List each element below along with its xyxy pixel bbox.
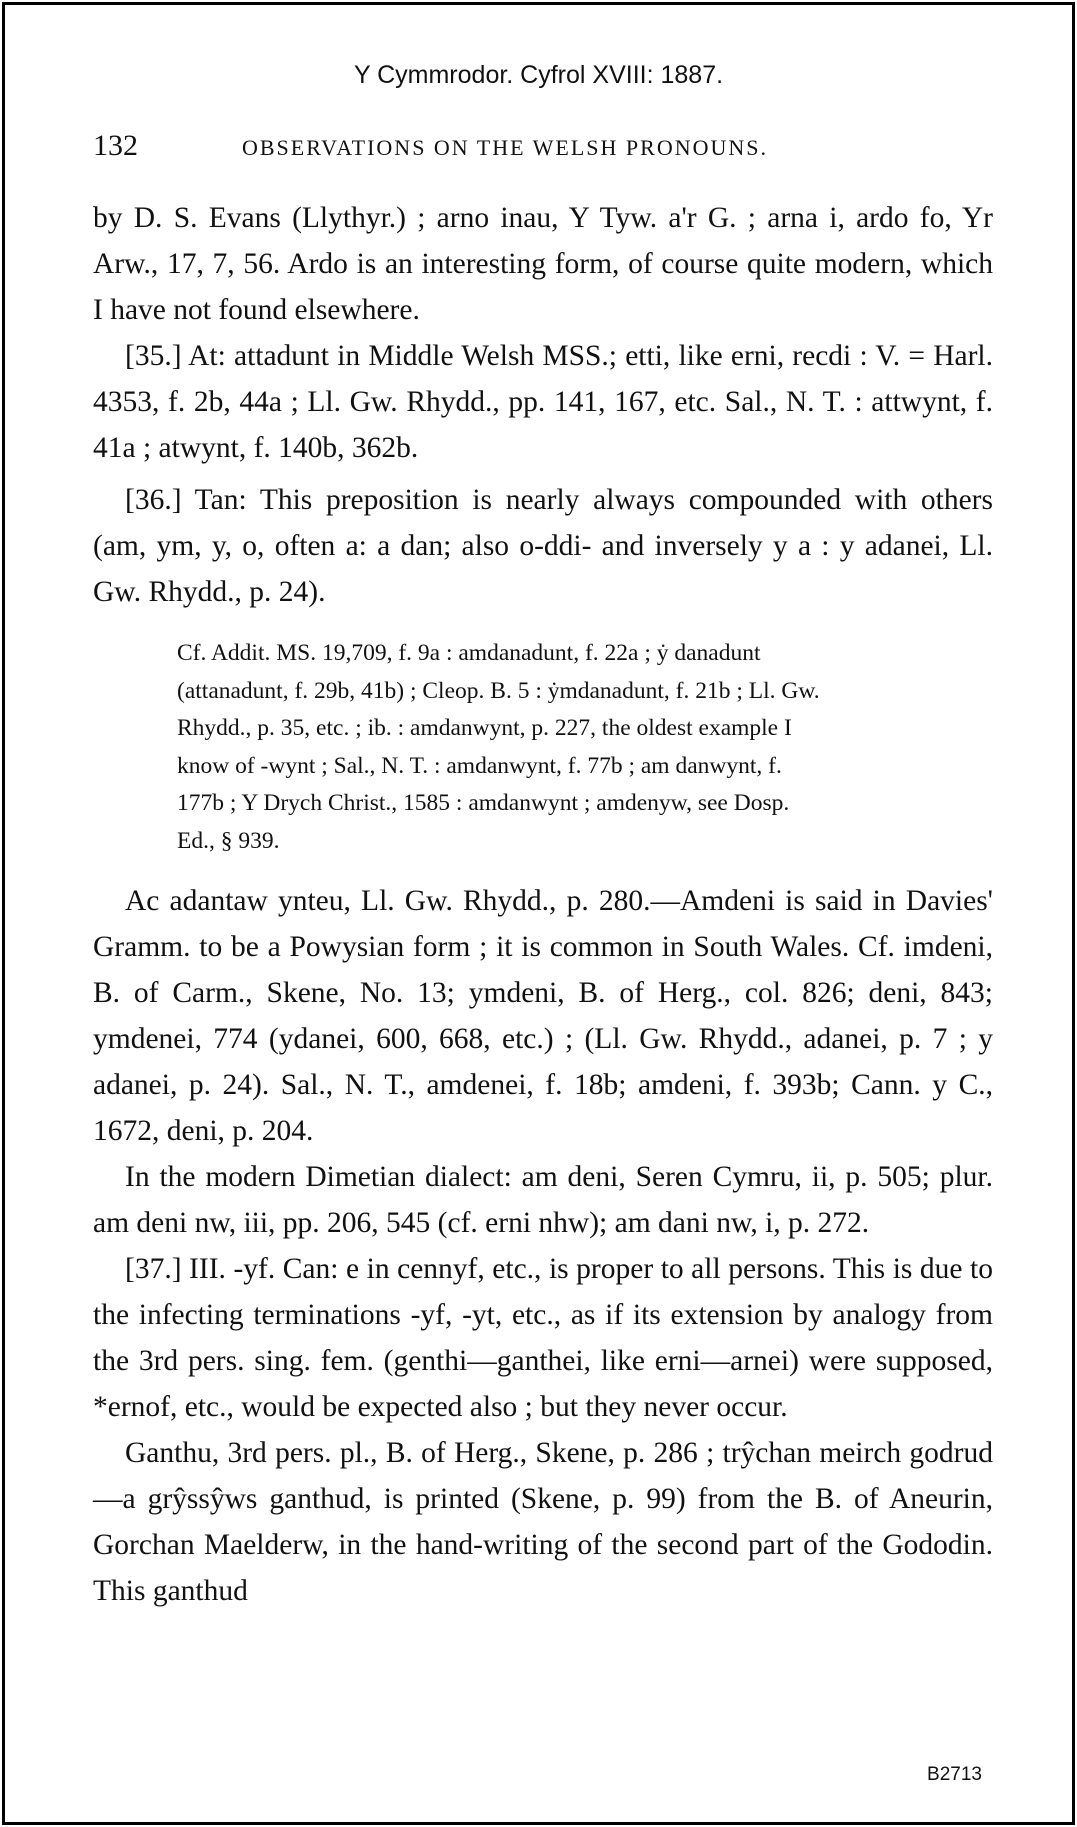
note-line: Ed., § 939. bbox=[177, 827, 280, 854]
paragraph: by D. S. Evans (Llythyr.) ; arno inau, Y Tyw. a'r G. ; arna i, ardo fo, Yr Arw., 17, 7, 56. Ardo is an interesting form, of course quite modern, which I have not found elsewhere. bbox=[93, 202, 993, 326]
note-line: 177b ; Y Drych Christ., 1585 : amdanwynt ; amdenyw, see Dosp. bbox=[177, 790, 790, 816]
running-head bbox=[93, 129, 993, 163]
note-line: know of -wynt ; Sal., N. T. : amdanwynt, f. 77b ; am danwynt, f. bbox=[177, 752, 782, 779]
journal-header: Y Cymmrodor. Cyfrol XVIII: 1887. bbox=[353, 61, 724, 89]
paragraph: Ac adantaw ynteu, Ll. Gw. Rhydd., p. 280.—Amdeni is said in Davies' Gramm. to be a Powysian form ; it is common in South Wales. Cf. imdeni, B. of Carm., Skene, No. 13; ymdeni, B. of Herg., col. 826; deni, 843; ymdenei, 774 (ydanei, 600, 668, etc.) ; (Ll. Gw. Rhydd., adanei, p. 7 ; y adanei, p. 24). Sal., N. T., amdenei, f. 18b; amdeni, f. 393b; Cann. y C., 1672, deni, p. 204. bbox=[93, 885, 993, 1147]
note-line: Rhydd., p. 35, etc. ; ib. : amdanwynt, p. 227, the oldest example I bbox=[177, 715, 792, 741]
paragraph: [37.] III. -yf. Can: e in cennyf, etc., is proper to all persons. This is due to the infecting terminations -yf, -yt, etc., as if its extension by analogy from the 3rd pers. sing. fem. (genthi—ganthei, like erni—arnei) were supposed, *ernof, etc., would be expected also ; but they never occur. bbox=[93, 1253, 993, 1423]
document-code: B2713 bbox=[927, 1764, 982, 1785]
paragraph: In the modern Dimetian dialect: am deni, Seren Cymru, ii, p. 505; plur. am deni nw, iii, pp. 206, 545 (cf. erni nhw); am dani nw, i, p. 272. bbox=[93, 1161, 993, 1239]
note-line: Cf. Addit. MS. 19,709, f. 9a : amdanadunt, f. 22a ; ẏ danadunt bbox=[177, 640, 761, 666]
paragraph: [36.] Tan: This preposition is nearly always compounded with others (am, ym, y, o, often a: a dan; also o-ddi- and inversely y a : y adanei, Ll. Gw. Rhydd., p. 24). bbox=[93, 484, 993, 608]
body-text bbox=[93, 195, 993, 1614]
page-number: 132 bbox=[93, 129, 138, 162]
note-line: (attanadunt, f. 29b, 41b) ; Cleop. B. 5 : ẏmdanadunt, f. 21b ; Ll. Gw. bbox=[177, 677, 820, 704]
paragraph: [35.] At: attadunt in Middle Welsh MSS.; etti, like erni, recdi : V. = Harl. 4353, f. 2b, 44a ; Ll. Gw. Rhydd., pp. 141, 167, etc. Sal., N. T. : attwynt, f. 41a ; atwynt, f. 140b, 362b. bbox=[93, 340, 993, 464]
running-head-title: OBSERVATIONS ON THE WELSH PRONOUNS. bbox=[242, 135, 769, 160]
footnote-block bbox=[177, 635, 985, 860]
paragraph: Ganthu, 3rd pers. pl., B. of Herg., Skene, p. 286 ; trŷchan meirch godrud—a grŷssŷws ganthud, is printed (Skene, p. 99) from the B. of Aneurin, Gorchan Maelderw, in the hand-writing of the second part of the Gododin. This ganthud bbox=[93, 1437, 993, 1607]
page-frame bbox=[2, 2, 1075, 1825]
